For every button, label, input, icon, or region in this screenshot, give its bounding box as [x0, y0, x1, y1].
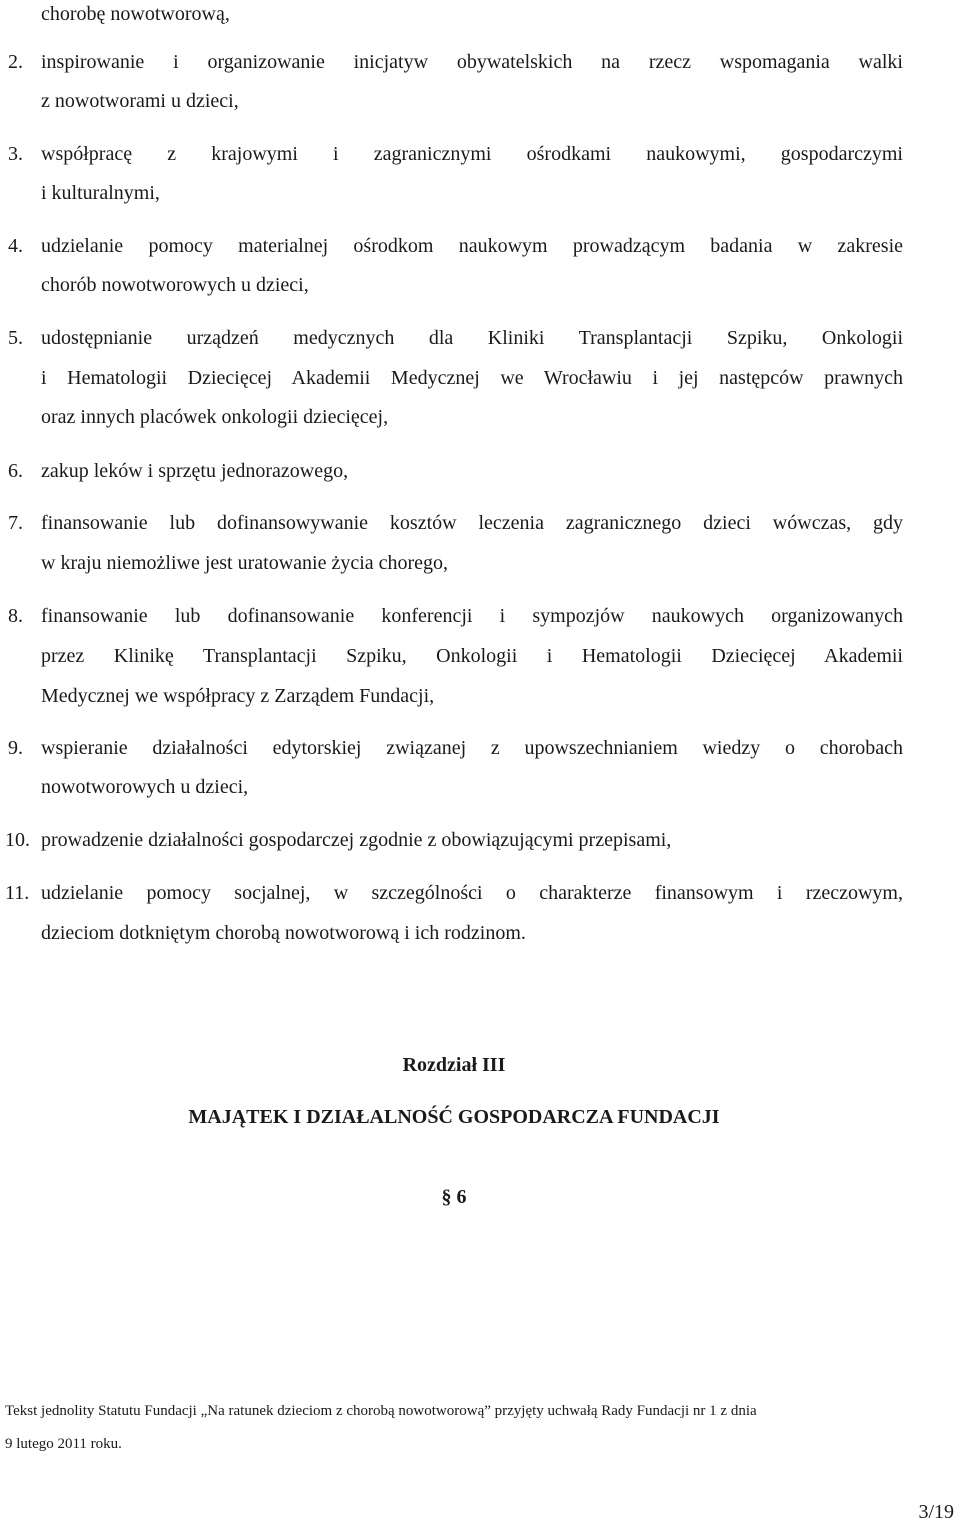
list-item-line: wspieranie działalności edytorskiej związanej z upowszechnianiem wiedzy o chorobach — [41, 737, 903, 759]
list-item-number: 9. — [8, 737, 23, 759]
list-item-number: 6. — [8, 460, 23, 482]
chapter-title: Rozdział III — [402, 1054, 506, 1076]
list-item-line: z nowotworami u dzieci, — [41, 90, 239, 112]
list-item-line: zakup leków i sprzętu jednorazowego, — [41, 460, 349, 482]
chapter-subtitle: MAJĄTEK I DZIAŁALNOŚĆ GOSPODARCZA FUNDACJI — [188, 1106, 720, 1128]
list-item-number: 7. — [8, 512, 23, 534]
list-item-number: 5. — [8, 327, 23, 349]
list-item-line: w kraju niemożliwe jest uratowanie życia chorego, — [41, 552, 449, 574]
list-item-line: współpracę z krajowymi i zagranicznymi ośrodkami naukowymi, gospodarczymi — [41, 143, 903, 165]
list-item-number: 11. — [5, 882, 30, 904]
list-item-line: finansowanie lub dofinansowywanie kosztów leczenia zagranicznego dzieci wówczas, gdy — [41, 512, 903, 534]
list-item-line: nowotworowych u dzieci, — [41, 776, 249, 798]
list-item-line: prowadzenie działalności gospodarczej zgodnie z obowiązującymi przepisami, — [41, 829, 672, 851]
list-item-line: i Hematologii Dziecięcej Akademii Medycznej we Wrocławiu i jej następców prawnych — [41, 367, 903, 389]
list-item-line: udostępnianie urządzeń medycznych dla Kliniki Transplantacji Szpiku, Onkologii — [41, 327, 903, 349]
section-number: § 6 — [441, 1186, 467, 1208]
list-item-line: chorób nowotworowych u dzieci, — [41, 274, 309, 296]
list-item-line: oraz innych placówek onkologii dziecięcej, — [41, 406, 389, 428]
list-item-line: inspirowanie i organizowanie inicjatyw obywatelskich na rzecz wspomagania walki — [41, 51, 903, 73]
continuation-text: chorobę nowotworową, — [41, 3, 230, 25]
list-item-number: 4. — [8, 235, 23, 257]
footer-text: 9 lutego 2011 roku. — [5, 1436, 122, 1452]
list-item-line: przez Klinikę Transplantacji Szpiku, Onkologii i Hematologii Dziecięcej Akademii — [41, 645, 903, 667]
list-item-line: finansowanie lub dofinansowanie konferencji i sympozjów naukowych organizowanych — [41, 605, 903, 627]
list-item-line: i kulturalnymi, — [41, 182, 160, 204]
list-item-line: Medycznej we współpracy z Zarządem Fundacji, — [41, 685, 435, 707]
list-item-number: 10. — [5, 829, 30, 851]
list-item-line: udzielanie pomocy socjalnej, w szczególności o charakterze finansowym i rzeczowym, — [41, 882, 903, 904]
list-item-number: 2. — [8, 51, 23, 73]
page-number: 3/19 — [918, 1501, 954, 1523]
list-item-line: udzielanie pomocy materialnej ośrodkom naukowym prowadzącym badania w zakresie — [41, 235, 903, 257]
list-item-number: 3. — [8, 143, 23, 165]
footer-text: Tekst jednolity Statutu Fundacji „Na ratunek dzieciom z chorobą nowotworową” przyjęty uchwałą Rady Fundacji nr 1 z dnia — [5, 1403, 757, 1419]
list-item-line: dzieciom dotkniętym chorobą nowotworową i ich rodzinom. — [41, 922, 526, 944]
list-item-number: 8. — [8, 605, 23, 627]
